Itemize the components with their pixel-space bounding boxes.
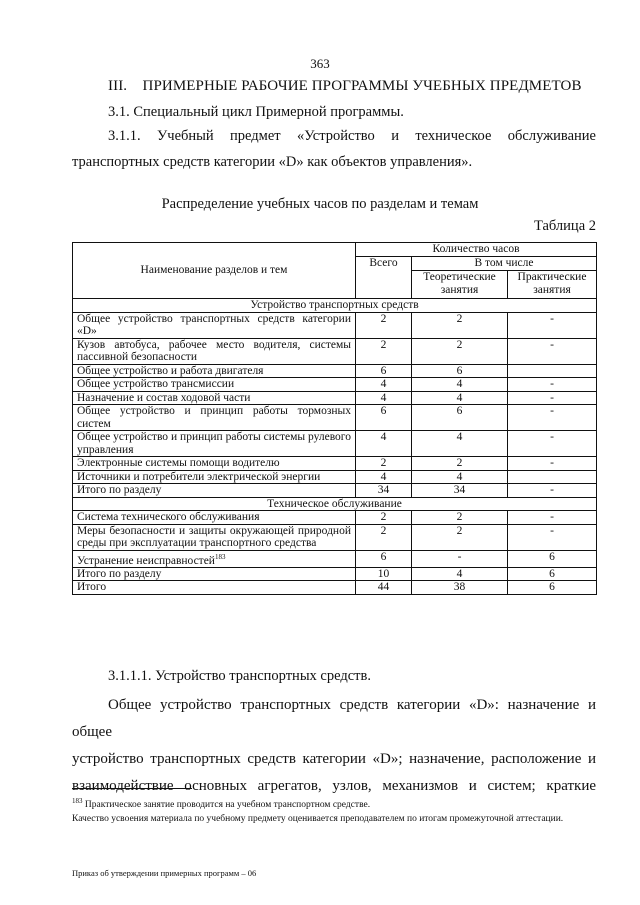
total-hours: 44 bbox=[356, 581, 412, 595]
total-hours: 4 bbox=[356, 470, 412, 484]
practice-hours: - bbox=[508, 484, 597, 498]
topic-name bbox=[73, 431, 356, 457]
section-device: Устройство транспортных средств bbox=[73, 299, 597, 313]
topic-name bbox=[73, 391, 356, 405]
chapter-heading bbox=[108, 78, 582, 95]
practice-hours: - bbox=[508, 511, 597, 525]
table-row bbox=[73, 457, 597, 471]
header-practice: Практические занятия bbox=[508, 271, 597, 299]
theory-hours: 2 bbox=[412, 524, 508, 550]
chapter-title: ПРИМЕРНЫЕ РАБОЧИЕ ПРОГРАММЫ УЧЕБНЫХ ПРЕДМЕТОВ bbox=[142, 78, 582, 94]
subject-word: «Устройство bbox=[297, 128, 375, 144]
table-row bbox=[73, 567, 597, 581]
footnote-ref: 183 bbox=[214, 552, 226, 561]
total-hours: 4 bbox=[356, 378, 412, 392]
total-hours: 6 bbox=[356, 364, 412, 378]
topic-name-text: Назначение и состав ходовой части bbox=[77, 391, 251, 404]
theory-hours: 4 bbox=[412, 378, 508, 392]
topic-name bbox=[73, 470, 356, 484]
total-hours: 2 bbox=[356, 312, 412, 338]
practice-hours: - bbox=[508, 312, 597, 338]
hours-table bbox=[72, 242, 597, 595]
subsection-heading: 3.1.1.1. Устройство транспортных средств. bbox=[108, 668, 371, 684]
topic-name bbox=[73, 524, 356, 550]
chapter-number: III. bbox=[108, 78, 128, 94]
table-row bbox=[73, 484, 597, 498]
topic-name-text: Итого bbox=[77, 581, 107, 594]
table-row bbox=[73, 364, 597, 378]
practice-hours: 6 bbox=[508, 550, 597, 567]
subject-word: и bbox=[391, 128, 399, 144]
body-line: взаимодействие основных агрегатов, узлов, механизмов и систем; краткие bbox=[72, 778, 596, 794]
practice-hours: - bbox=[508, 431, 597, 457]
section-row bbox=[73, 497, 597, 511]
section-maintenance: Техническое обслуживание bbox=[73, 497, 597, 511]
footnote-separator bbox=[72, 788, 192, 789]
footnote-183 bbox=[72, 796, 596, 812]
theory-hours: 34 bbox=[412, 484, 508, 498]
topic-name-text: Электронные системы помощи водителю bbox=[77, 457, 280, 469]
total-hours: 4 bbox=[356, 431, 412, 457]
total-hours: 2 bbox=[356, 338, 412, 364]
topic-name bbox=[73, 567, 356, 581]
topic-name-text: Общее устройство и принцип работы системы рулевого управления bbox=[77, 431, 351, 456]
table-row bbox=[73, 431, 597, 457]
header-topic-name: Наименование разделов и тем bbox=[73, 243, 356, 299]
topic-name-text: Итого по разделу bbox=[77, 484, 162, 496]
topic-name-text: Итого по разделу bbox=[77, 567, 162, 580]
footnote-text: Практическое занятие проводится на учебном транспортном средстве. bbox=[84, 800, 371, 811]
total-hours: 4 bbox=[356, 391, 412, 405]
practice-hours bbox=[508, 470, 597, 484]
topic-name bbox=[73, 581, 356, 595]
order-reference: Приказ об утверждении примерных программ – 06 bbox=[72, 868, 257, 878]
total-hours: 6 bbox=[356, 550, 412, 567]
table-row bbox=[73, 378, 597, 392]
body-paragraph bbox=[72, 692, 596, 800]
total-hours: 10 bbox=[356, 567, 412, 581]
theory-hours: 4 bbox=[412, 391, 508, 405]
total-hours: 2 bbox=[356, 511, 412, 525]
topic-name bbox=[73, 312, 356, 338]
subject-line-2: транспортных средств категории «D» как объектов управления». bbox=[72, 154, 473, 170]
total-hours: 2 bbox=[356, 524, 412, 550]
header-total: Всего bbox=[356, 257, 412, 299]
theory-hours: 6 bbox=[412, 405, 508, 431]
theory-hours: 4 bbox=[412, 567, 508, 581]
topic-name bbox=[73, 484, 356, 498]
table-row bbox=[73, 405, 597, 431]
practice-hours: - bbox=[508, 405, 597, 431]
practice-hours: - bbox=[508, 338, 597, 364]
table-row bbox=[73, 312, 597, 338]
subject-line bbox=[108, 128, 596, 145]
footnote-number: 183 bbox=[72, 797, 83, 805]
topic-name bbox=[73, 511, 356, 525]
table-label: Таблица 2 bbox=[533, 218, 596, 234]
topic-name bbox=[73, 364, 356, 378]
topic-name-text: Общее устройство трансмиссии bbox=[77, 378, 235, 390]
body-line: устройство транспортных средств категории «D»; назначение, расположение и bbox=[72, 751, 596, 767]
theory-hours: 2 bbox=[412, 511, 508, 525]
theory-hours: 6 bbox=[412, 364, 508, 378]
table-row bbox=[73, 511, 597, 525]
theory-hours: 2 bbox=[412, 457, 508, 471]
topic-name bbox=[73, 338, 356, 364]
practice-hours: - bbox=[508, 457, 597, 471]
table-row bbox=[73, 581, 597, 595]
header-including: В том числе bbox=[412, 257, 597, 271]
topic-name-text: Система технического обслуживания bbox=[77, 511, 260, 523]
subject-word: обслуживание bbox=[507, 128, 596, 144]
subject-word: техническое bbox=[415, 128, 492, 144]
theory-hours: 4 bbox=[412, 431, 508, 457]
topic-name-text: Общее устройство и принцип работы тормозных систем bbox=[77, 405, 351, 430]
total-hours: 2 bbox=[356, 457, 412, 471]
table-row bbox=[73, 524, 597, 550]
topic-name bbox=[73, 457, 356, 471]
topic-name bbox=[73, 550, 356, 567]
cycle-heading: 3.1. Специальный цикл Примерной программы. bbox=[108, 104, 404, 120]
topic-name-text: Общее устройство и работа двигателя bbox=[77, 364, 264, 377]
theory-hours: 2 bbox=[412, 338, 508, 364]
header-theory: Теоретические занятия bbox=[412, 271, 508, 299]
topic-name bbox=[73, 378, 356, 392]
table-row bbox=[73, 550, 597, 567]
topic-name-text: Меры безопасности и защиты окружающей природной среды при эксплуатации транспортного средства bbox=[77, 524, 351, 549]
theory-hours: 2 bbox=[412, 312, 508, 338]
table-row bbox=[73, 338, 597, 364]
practice-hours: 6 bbox=[508, 581, 597, 595]
practice-hours: - bbox=[508, 524, 597, 550]
theory-hours: 4 bbox=[412, 470, 508, 484]
total-hours: 6 bbox=[356, 405, 412, 431]
header-hours-count: Количество часов bbox=[356, 243, 597, 257]
topic-name-text: Устранение неисправностей bbox=[77, 554, 215, 567]
subject-word: 3.1.1. bbox=[108, 128, 141, 144]
body-line: Общее устройство транспортных средств категории «D»: назначение и общее bbox=[72, 697, 596, 740]
theory-hours: 38 bbox=[412, 581, 508, 595]
page-number: 363 bbox=[310, 56, 330, 71]
practice-hours: - bbox=[508, 378, 597, 392]
practice-hours: - bbox=[508, 391, 597, 405]
distribution-title: Распределение учебных часов по разделам и темам bbox=[161, 196, 479, 212]
topic-name-text: Кузов автобуса, рабочее место водителя, системы пассивной безопасности bbox=[77, 338, 351, 363]
topic-name-text: Источники и потребители электрической энергии bbox=[77, 470, 321, 483]
assessment-note: Качество усвоения материала по учебному предмету оценивается преподавателем по итогам промежуточной аттестации. bbox=[72, 813, 564, 824]
footnotes bbox=[72, 796, 596, 825]
subject-word: предмет bbox=[230, 128, 281, 144]
total-hours: 34 bbox=[356, 484, 412, 498]
topic-name bbox=[73, 405, 356, 431]
table-row bbox=[73, 391, 597, 405]
table-row bbox=[73, 470, 597, 484]
practice-hours: 6 bbox=[508, 567, 597, 581]
theory-hours: - bbox=[412, 550, 508, 567]
section-row bbox=[73, 299, 597, 313]
subject-word: Учебный bbox=[157, 128, 214, 144]
practice-hours bbox=[508, 364, 597, 378]
topic-name-text: Общее устройство транспортных средств категории «D» bbox=[77, 312, 351, 337]
